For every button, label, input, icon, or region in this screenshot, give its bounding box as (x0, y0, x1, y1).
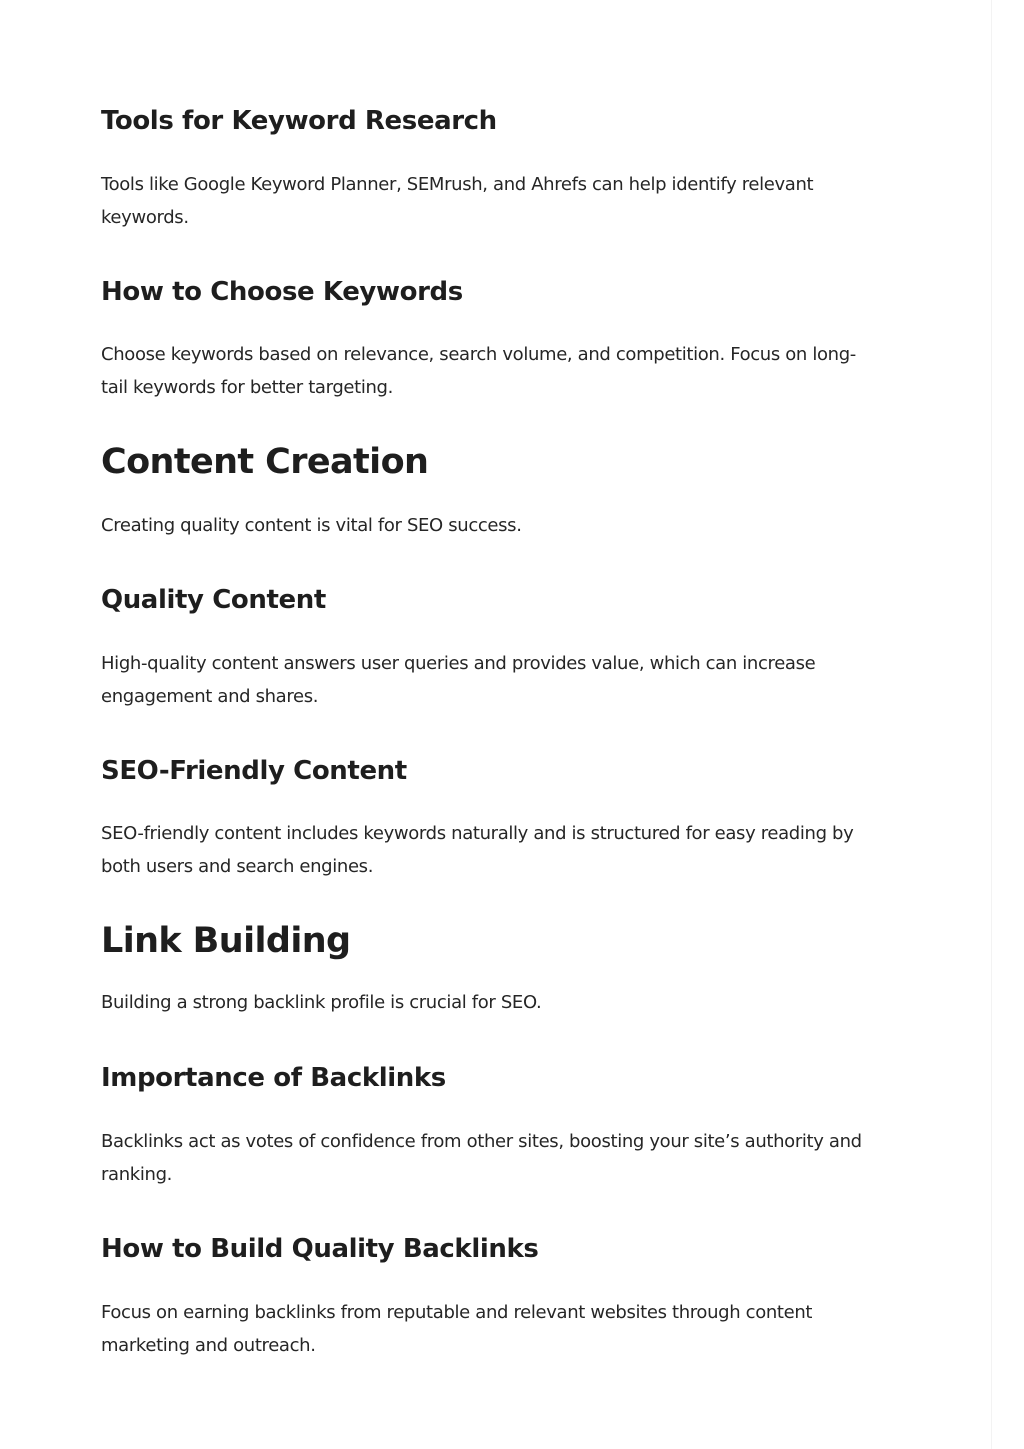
heading-link-building: Link Building (101, 921, 351, 961)
paragraph-quality-content (101, 647, 815, 713)
heading-quality-content: Quality Content (101, 585, 326, 615)
heading-how-to-build-quality-backlinks: How to Build Quality Backlinks (101, 1234, 539, 1264)
paragraph-line: tail keywords for better targeting. (101, 377, 393, 398)
paragraph-how-to-choose-keywords (101, 338, 856, 404)
paragraph-line: High-quality content answers user queries and provides value, which can increase (101, 653, 816, 674)
heading-tools-for-keyword-research: Tools for Keyword Research (101, 106, 497, 136)
heading-content-creation: Content Creation (101, 442, 429, 482)
paragraph-line: keywords. (101, 207, 189, 228)
paragraph-line: Focus on earning backlinks from reputable and relevant websites through content (101, 1302, 813, 1323)
paragraph-line: Building a strong backlink profile is crucial for SEO. (101, 992, 542, 1013)
paragraph-seo-friendly-content (101, 817, 853, 883)
paragraph-importance-of-backlinks (101, 1125, 862, 1191)
paragraph-line: SEO-friendly content includes keywords naturally and is structured for easy reading by (101, 823, 854, 844)
paragraph-line: Backlinks act as votes of confidence from other sites, boosting your site’s authority and (101, 1131, 862, 1152)
paragraph-content-creation (101, 509, 522, 542)
paragraph-line: Tools like Google Keyword Planner, SEMrush, and Ahrefs can help identify relevant (101, 174, 814, 195)
paragraph-line: ranking. (101, 1164, 173, 1185)
heading-seo-friendly-content: SEO-Friendly Content (101, 756, 407, 786)
heading-how-to-choose-keywords: How to Choose Keywords (101, 277, 463, 307)
heading-importance-of-backlinks: Importance of Backlinks (101, 1063, 446, 1093)
paragraph-link-building (101, 986, 541, 1019)
paragraph-line: marketing and outreach. (101, 1335, 316, 1356)
paragraph-line: both users and search engines. (101, 856, 374, 877)
paragraph-line: Choose keywords based on relevance, search volume, and competition. Focus on long- (101, 344, 856, 365)
paragraph-line: Creating quality content is vital for SEO success. (101, 515, 522, 536)
paragraph-line: engagement and shares. (101, 686, 319, 707)
paragraph-tools-for-keyword-research (101, 168, 813, 234)
paragraph-how-to-build-quality-backlinks (101, 1296, 812, 1362)
